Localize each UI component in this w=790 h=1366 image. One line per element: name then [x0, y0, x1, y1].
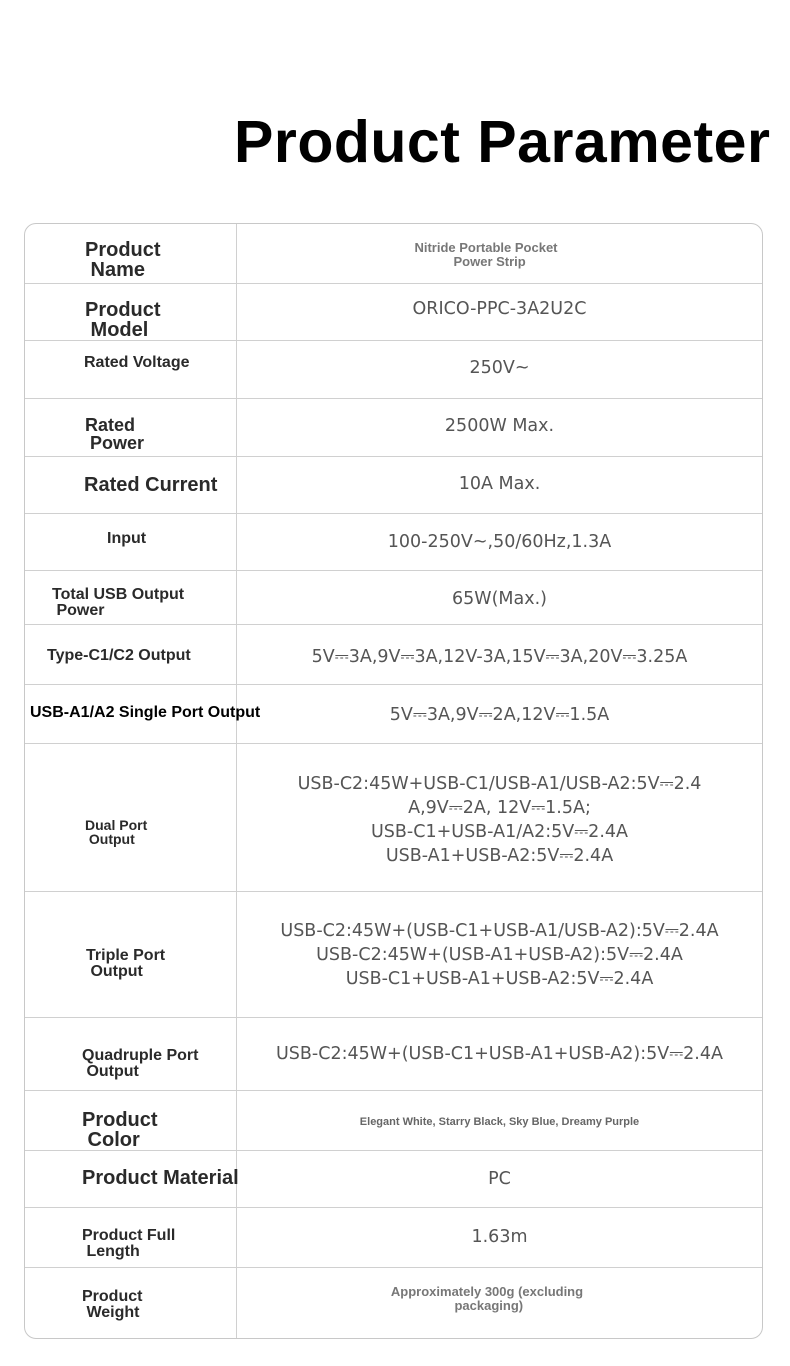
label-triple-port-output: Triple Port Output	[86, 947, 166, 981]
row-product-name	[25, 224, 762, 284]
label-product-length: Product Full Length	[82, 1227, 176, 1261]
value-rated-current: 10A Max.	[458, 474, 541, 494]
label-rated-power: Rated Power	[85, 415, 145, 454]
label-cell	[25, 744, 237, 891]
value-cell	[237, 1151, 762, 1207]
label-cell	[25, 224, 237, 283]
row-total-usb-output	[25, 571, 762, 625]
row-triple-port-output	[25, 892, 762, 1018]
label-input: Input	[107, 530, 147, 547]
row-product-color	[25, 1091, 762, 1151]
label-rated-voltage: Rated Voltage	[84, 354, 190, 371]
value-cell	[237, 744, 762, 891]
value-product-length: 1.63m	[471, 1227, 528, 1247]
label-product-weight: Product Weight	[82, 1288, 143, 1322]
label-cell	[25, 341, 237, 398]
value-product-name: Nitride Portable Pocket Power Strip	[414, 240, 558, 269]
row-product-length	[25, 1208, 762, 1268]
value-rated-power: 2500W Max.	[444, 416, 555, 436]
row-rated-voltage	[25, 341, 762, 399]
label-cell	[25, 571, 237, 624]
label-cell	[25, 1268, 237, 1339]
label-total-usb-output: Total USB Output Power	[52, 586, 185, 620]
label-quadruple-port-output: Quadruple Port Output	[82, 1047, 199, 1081]
value-cell	[237, 1018, 762, 1090]
label-cell	[25, 399, 237, 456]
value-cell	[237, 1208, 762, 1267]
value-rated-voltage: 250V~	[469, 358, 530, 378]
label-cell	[25, 457, 237, 513]
label-product-material: Product Material	[82, 1167, 239, 1189]
value-cell	[237, 284, 762, 340]
label-cell	[25, 1018, 237, 1090]
value-cell	[237, 685, 762, 743]
value-triple-port-output: USB-C2:45W+(USB-C1+USB-A1/USB-A2):5V⎓2.4A USB-C2:45W+(USB-A1+USB-A2):5V⎓2.4A USB-C1+USB-A1+USB-A2:5V⎓2.4A	[280, 921, 719, 989]
label-cell	[25, 1151, 237, 1207]
value-dual-port-output: USB-C2:45W+USB-C1/USB-A1/USB-A2:5V⎓2.4 A,9V⎓2A, 12V⎓1.5A; USB-C1+USB-A1/A2:5V⎓2.4A USB-A1+USB-A2:5V⎓2.4A	[297, 774, 702, 866]
row-quadruple-port-output	[25, 1018, 762, 1091]
value-quadruple-port-output: USB-C2:45W+(USB-C1+USB-A1+USB-A2):5V⎓2.4A	[276, 1044, 723, 1064]
label-dual-port-output: Dual Port Output	[85, 817, 148, 848]
row-dual-port-output	[25, 744, 762, 892]
value-type-c-output: 5V⎓3A,9V⎓3A,12V-3A,15V⎓3A,20V⎓3.25A	[311, 647, 688, 667]
value-cell	[237, 224, 762, 283]
value-input: 100-250V~,50/60Hz,1.3A	[387, 532, 612, 552]
value-total-usb-output: 65W(Max.)	[452, 589, 547, 609]
page-title: Product Parameter	[234, 109, 771, 175]
label-usb-a-output: USB-A1/A2 Single Port Output	[30, 704, 261, 721]
label-product-color: Product Color	[82, 1109, 158, 1152]
value-product-weight: Approximately 300g (excluding packaging)	[390, 1284, 584, 1313]
value-product-material: PC	[488, 1169, 511, 1189]
value-product-model: ORICO-PPC-3A2U2C	[412, 299, 587, 319]
label-cell	[25, 514, 237, 570]
row-rated-power	[25, 399, 762, 457]
value-usb-a-output: 5V⎓3A,9V⎓2A,12V⎓1.5A	[389, 705, 610, 725]
label-cell	[25, 625, 237, 684]
row-type-c-output	[25, 625, 762, 685]
label-cell	[25, 1208, 237, 1267]
value-cell	[237, 625, 762, 684]
label-cell	[25, 1091, 237, 1150]
value-product-color: Elegant White, Starry Black, Sky Blue, Dreamy Purple	[359, 1116, 640, 1128]
label-cell	[25, 685, 261, 743]
value-cell	[237, 514, 762, 570]
label-cell	[25, 892, 237, 1017]
value-cell	[237, 1268, 762, 1339]
value-cell	[237, 571, 762, 624]
parameter-table	[24, 223, 763, 1339]
label-type-c-output: Type-C1/C2 Output	[47, 647, 191, 664]
label-cell	[25, 284, 237, 340]
value-cell	[237, 399, 762, 456]
row-input	[25, 514, 762, 571]
value-cell	[237, 457, 762, 513]
row-usb-a-output	[25, 685, 762, 744]
label-rated-current: Rated Current	[84, 474, 218, 496]
value-cell	[237, 1091, 762, 1150]
value-cell	[237, 341, 762, 398]
row-product-material	[25, 1151, 762, 1208]
label-product-model: Product Model	[85, 299, 161, 342]
row-product-weight	[25, 1268, 762, 1339]
label-product-name: Product Name	[85, 239, 161, 282]
value-cell	[237, 892, 762, 1017]
row-product-model	[25, 284, 762, 341]
row-rated-current	[25, 457, 762, 514]
